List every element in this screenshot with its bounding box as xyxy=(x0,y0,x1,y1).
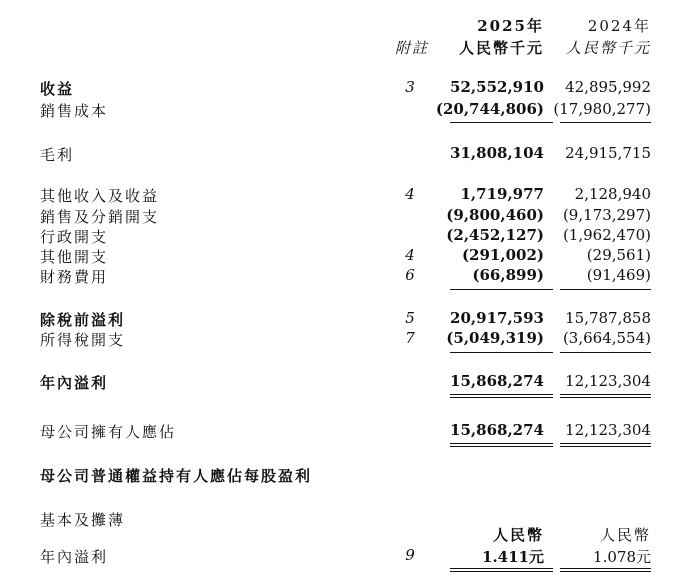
eps-underline-a-2025 xyxy=(450,568,553,569)
row-label-gross-profit: 毛利 xyxy=(40,146,75,164)
row-label-profit-before-tax: 除稅前溢利 xyxy=(40,311,126,329)
row-2025-cost-of-sales: (20,744,806) xyxy=(435,100,544,118)
row-2024-profit-before-tax: 15,787,858 xyxy=(565,309,651,327)
row-2024-finance-costs: (91,469) xyxy=(586,266,651,284)
row-label-income-tax: 所得稅開支 xyxy=(40,331,126,349)
row-note-profit-before-tax: 5 xyxy=(405,309,415,327)
underline-finance-2024 xyxy=(560,289,651,290)
underline-cost-2024 xyxy=(560,122,651,123)
owners-underline-a-2024 xyxy=(560,443,651,444)
row-label-revenue: 收益 xyxy=(40,80,75,98)
row-2024-other-income: 2,128,940 xyxy=(574,185,651,203)
eps-underline-b-2024 xyxy=(560,571,651,572)
row-2025-other-income: 1,719,977 xyxy=(460,185,544,203)
row-2024-admin-expenses: (1,962,470) xyxy=(562,226,651,244)
row-2025-profit-before-tax: 20,917,593 xyxy=(450,309,544,327)
row-note-income-tax: 7 xyxy=(405,329,415,347)
row-2024-other-expenses: (29,561) xyxy=(586,246,651,264)
row-2025-gross-profit: 31,808,104 xyxy=(450,144,544,162)
eps-section-title: 母公司普通權益持有人應佔每股盈利 xyxy=(40,467,313,485)
row-note-other-income: 4 xyxy=(405,185,415,203)
currency-2024-header: 人民幣千元 xyxy=(565,39,651,57)
row-2025-finance-costs: (66,899) xyxy=(472,266,544,284)
row-label-finance-costs: 財務費用 xyxy=(40,268,109,286)
underline-finance-2025 xyxy=(450,289,553,290)
eps-row-2025: 1.411元 xyxy=(482,548,544,566)
row-2024-income-tax: (3,664,554) xyxy=(562,329,651,347)
row-2024-attributable-to-owners: 12,123,304 xyxy=(565,421,651,439)
year-2025-header: 2025年 xyxy=(477,17,544,35)
underline-tax-2025 xyxy=(450,352,553,353)
row-label-attributable-to-owners: 母公司擁有人應佔 xyxy=(40,423,177,441)
row-note-revenue: 3 xyxy=(405,78,415,96)
underline-cost-2025 xyxy=(450,122,553,123)
row-2025-revenue: 52,552,910 xyxy=(450,78,544,96)
row-2024-cost-of-sales: (17,980,277) xyxy=(553,100,651,118)
row-label-cost-of-sales: 銷售成本 xyxy=(40,102,109,120)
eps-section-subtitle: 基本及攤薄 xyxy=(40,511,126,529)
double-underline-b-2025 xyxy=(450,397,553,398)
owners-underline-a-2025 xyxy=(450,443,553,444)
row-2025-income-tax: (5,049,319) xyxy=(446,329,544,347)
row-2025-attributable-to-owners: 15,868,274 xyxy=(450,421,544,439)
double-underline-b-2024 xyxy=(560,397,651,398)
row-2024-revenue: 42,895,992 xyxy=(565,78,651,96)
owners-underline-b-2025 xyxy=(450,446,553,447)
row-note-other-expenses: 4 xyxy=(405,246,415,264)
row-label-other-income: 其他收入及收益 xyxy=(40,187,160,205)
double-underline-a-2024 xyxy=(560,394,651,395)
eps-currency-2024: 人民幣 xyxy=(599,526,651,544)
owners-underline-b-2024 xyxy=(560,446,651,447)
currency-2025-header: 人民幣千元 xyxy=(458,39,544,57)
eps-underline-b-2025 xyxy=(450,571,553,572)
year-2024-header: 2024年 xyxy=(587,17,651,35)
row-note-finance-costs: 6 xyxy=(405,266,415,284)
eps-currency-2025: 人民幣 xyxy=(492,526,544,544)
row-label-other-expenses: 其他開支 xyxy=(40,248,109,266)
row-2025-admin-expenses: (2,452,127) xyxy=(446,226,544,244)
row-2025-profit-for-year: 15,868,274 xyxy=(450,372,544,390)
note-column-header: 附註 xyxy=(395,39,430,57)
row-2024-gross-profit: 24,915,715 xyxy=(565,144,651,162)
row-label-profit-for-year: 年內溢利 xyxy=(40,374,109,392)
underline-tax-2024 xyxy=(560,352,651,353)
eps-row-label: 年內溢利 xyxy=(40,548,109,566)
row-2024-profit-for-year: 12,123,304 xyxy=(565,372,651,390)
eps-underline-a-2024 xyxy=(560,568,651,569)
eps-row-note: 9 xyxy=(405,546,415,564)
row-label-admin-expenses: 行政開支 xyxy=(40,228,109,246)
row-2025-selling-expenses: (9,800,460) xyxy=(446,206,544,224)
eps-row-2024: 1.078元 xyxy=(593,548,651,566)
double-underline-a-2025 xyxy=(450,394,553,395)
row-2025-other-expenses: (291,002) xyxy=(461,246,544,264)
row-2024-selling-expenses: (9,173,297) xyxy=(562,206,651,224)
row-label-selling-expenses: 銷售及分銷開支 xyxy=(40,208,160,226)
